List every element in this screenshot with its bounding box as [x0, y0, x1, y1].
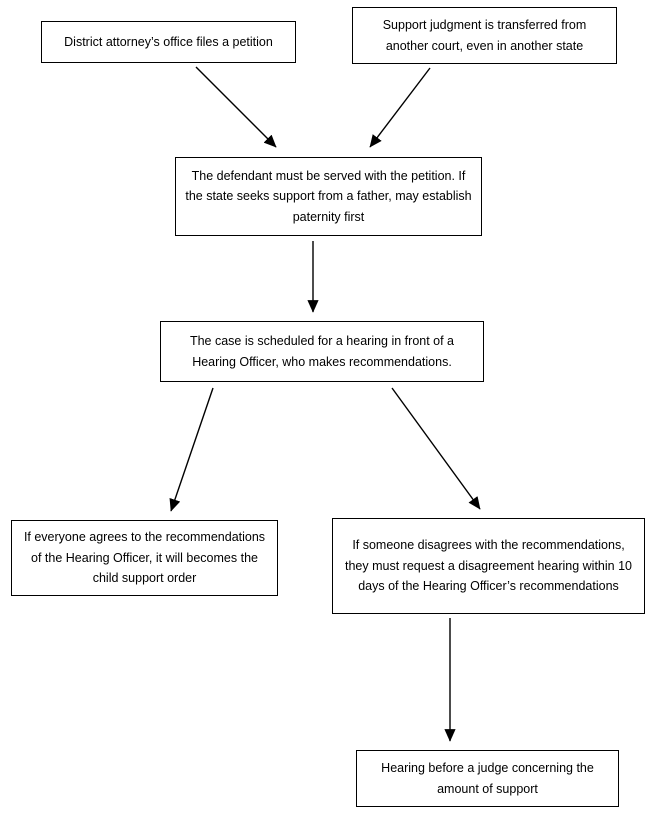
edge-hearing-to-agree: [171, 388, 213, 511]
node-district-attorney-petition: District attorney’s office files a petition: [41, 21, 296, 63]
edge-hearing-to-disagree: [392, 388, 480, 509]
node-hearing-scheduled: The case is scheduled for a hearing in front of a Hearing Officer, who makes recommendations.: [160, 321, 484, 382]
edge-transfer-to-served: [370, 68, 430, 147]
edge-da-to-served: [196, 67, 276, 147]
node-someone-disagrees: If someone disagrees with the recommendations, they must request a disagreement hearing within 10 days of the Hearing Officer’s recommendations: [332, 518, 645, 614]
node-everyone-agrees: If everyone agrees to the recommendations of the Hearing Officer, it will becomes the child support order: [11, 520, 278, 596]
node-hearing-before-judge: Hearing before a judge concerning the amount of support: [356, 750, 619, 807]
node-support-judgment-transferred: Support judgment is transferred from another court, even in another state: [352, 7, 617, 64]
node-defendant-served: The defendant must be served with the petition. If the state seeks support from a father, may establish paternity first: [175, 157, 482, 236]
